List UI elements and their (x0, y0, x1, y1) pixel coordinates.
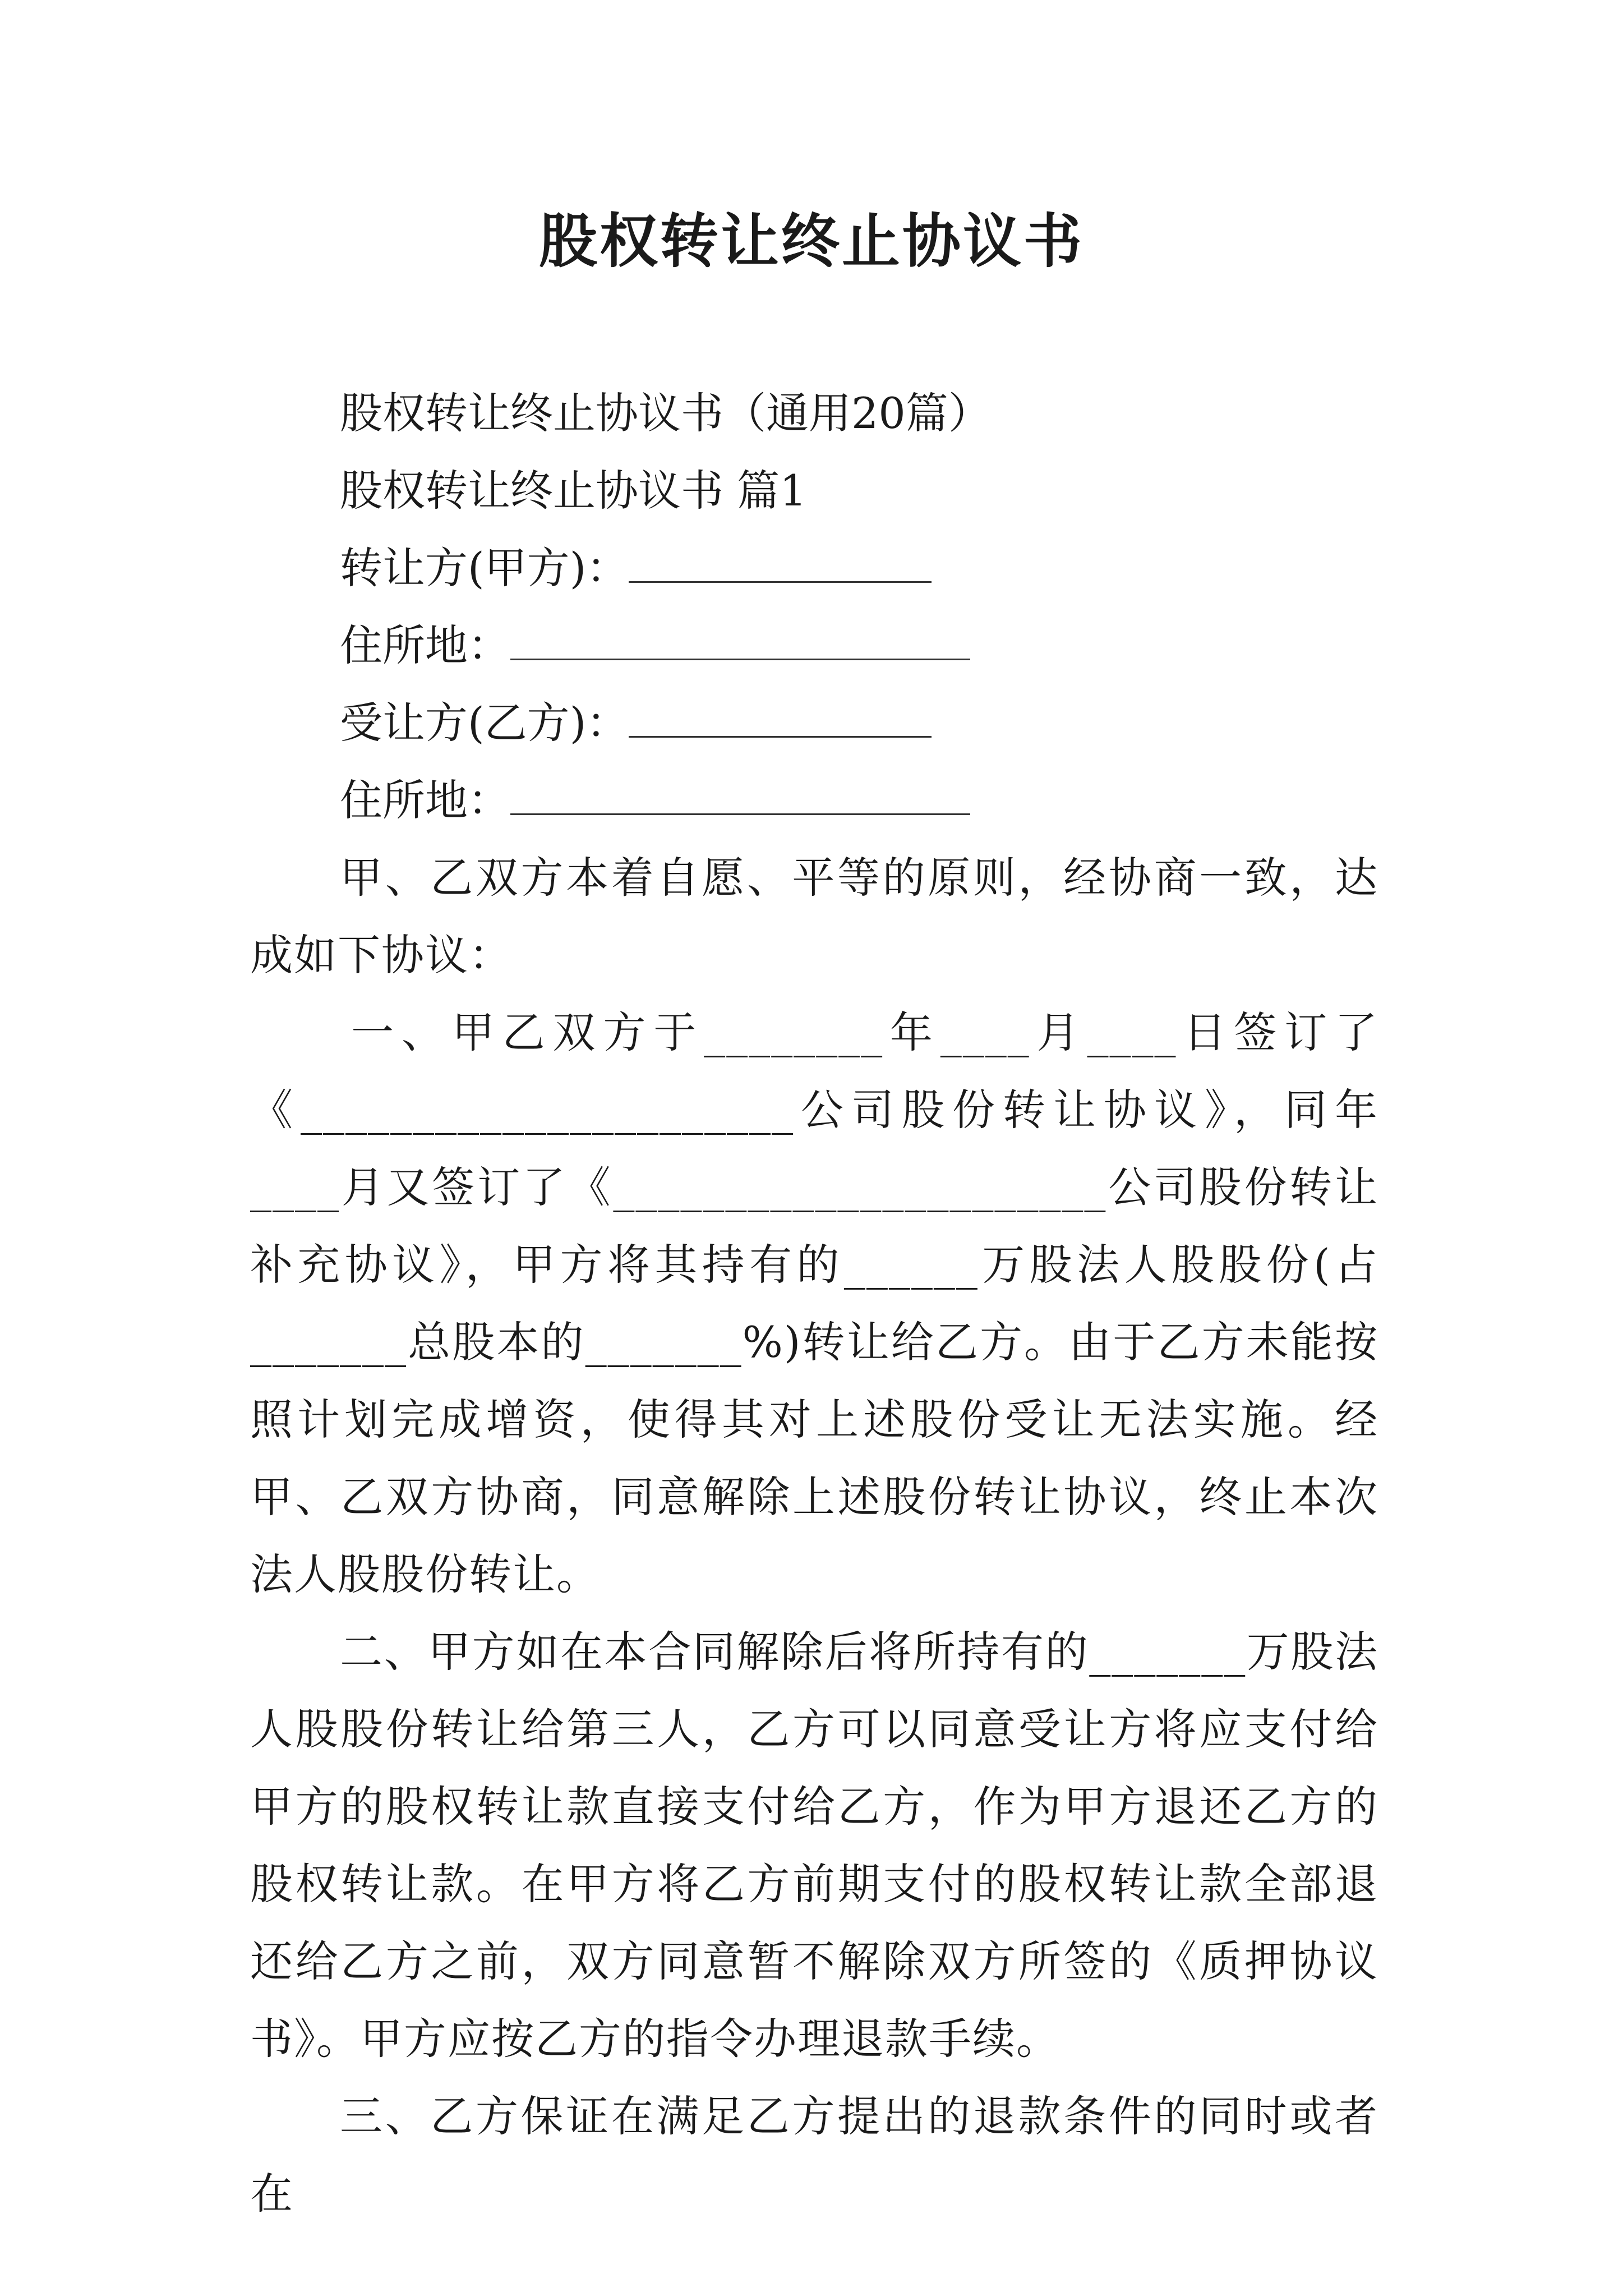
clause-2: 二、甲方如在本合同解除后将所持有的_______万股法人股股份转让给第三人，乙方可以同意受让方将应支付给甲方的股权转让款直接支付给乙方，作为甲方退还乙方的股权转让款。在甲方将乙方前期支付的股权转让款全部退还给乙方之前，双方同意暂不解除双方所签的《质押协议书》。甲方应按乙方的指令办理退款手续。 (250, 1627, 1378, 2064)
clause-1: 一、甲乙双方于________年____月____日签订了《______________________公司股份转让协议》，同年____月又签订了《______________________公司股份转让补充协议》，甲方将其持有的______万股法人股股份(占_______总股本的_______%)转让给乙方。由于乙方未能按照计划完成增资，使得其对上述股份受让无法实施。经甲、乙双方协商，同意解除上述股份转让协议，终止本次法人股股份转让。 (250, 1007, 1378, 1599)
clause-3: 三、乙方保证在满足乙方提出的退款条件的同时或者在 (250, 2091, 1378, 2219)
document-body (250, 375, 1378, 2233)
transferor-address-line (250, 607, 1378, 684)
transferor-blank (629, 547, 932, 583)
transferor-address-label: 住所地： (340, 620, 510, 670)
transferee-blank (629, 702, 932, 738)
transferee-address-label: 住所地： (340, 775, 510, 825)
document-title: 股权转让终止协议书 (538, 206, 1084, 275)
transferor-line (250, 530, 1378, 607)
intro-paragraph: 甲、乙双方本着自愿、平等的原则，经协商一致，达成如下协议： (250, 853, 1378, 980)
doc-heading: 股权转让终止协议书（通用20篇） (340, 388, 991, 438)
section-heading: 股权转让终止协议书 篇1 (340, 466, 807, 516)
transferee-address-line (250, 762, 1378, 839)
transferee-label: 受让方(乙方)： (340, 698, 629, 748)
transferor-address-blank (510, 625, 970, 660)
transferee-line (250, 684, 1378, 762)
transferee-address-blank (510, 780, 970, 815)
transferor-label: 转让方(甲方)： (340, 543, 629, 593)
